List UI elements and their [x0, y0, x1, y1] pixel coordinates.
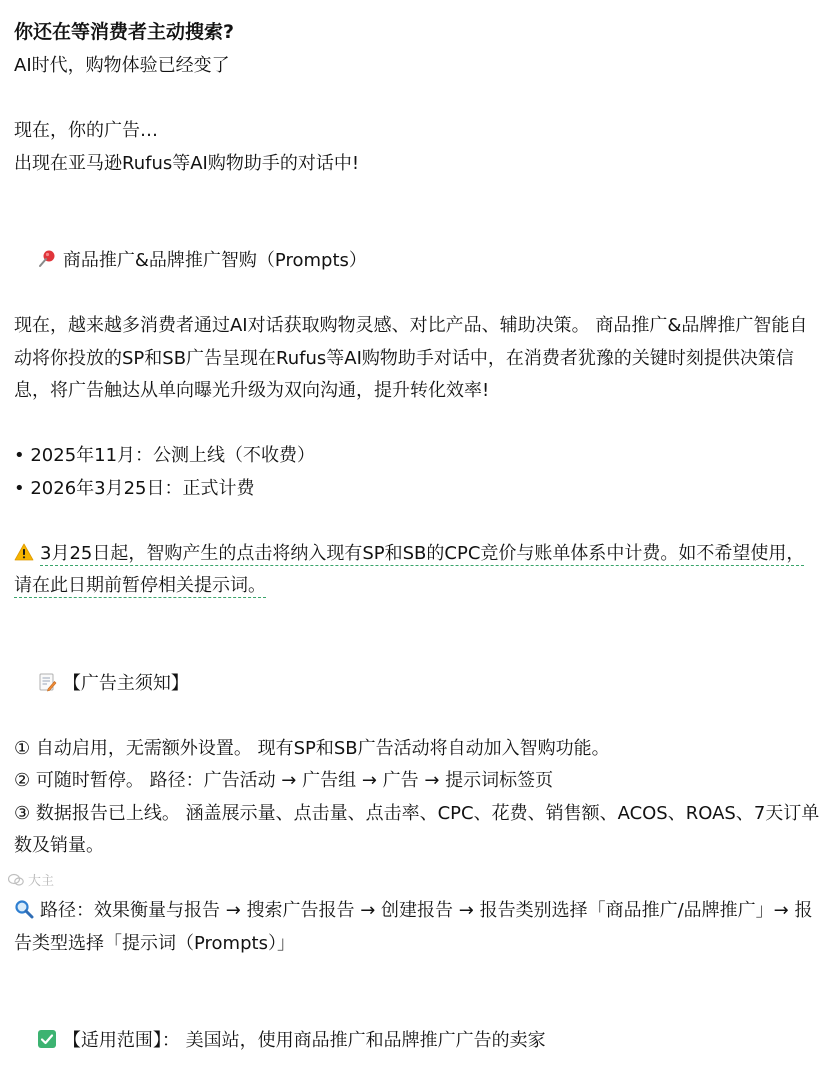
scope-line	[14, 993, 820, 1090]
notice-heading: 【广告主须知】	[63, 673, 189, 694]
blank-line	[14, 83, 820, 116]
watermark-text: 大主	[28, 870, 54, 889]
green-check-icon	[37, 1029, 57, 1049]
article-title: 你还在等消费者主动搜索?	[14, 17, 820, 47]
blank-line	[14, 180, 820, 213]
path-text: 路径：效果衡量与报告 → 搜索广告报告 → 创建报告 → 报告类别选择「商品推广/品牌推广」→ 报告类型选择「提示词（Prompts）」	[14, 900, 812, 954]
pushpin-icon	[37, 249, 57, 269]
magnifier-icon	[14, 899, 34, 919]
notice-item-1: ① 自动启用，无需额外设置。 现有SP和SB广告活动将自动加入智购功能。	[14, 733, 820, 766]
blank-line	[14, 505, 820, 538]
timeline-item-2: • 2026年3月25日：正式计费	[14, 473, 820, 506]
notice-item-2: ② 可随时暂停。 路径：广告活动 → 广告组 → 广告 → 提示词标签页	[14, 765, 820, 798]
blank-line	[14, 603, 820, 636]
article	[14, 17, 820, 1090]
section1-heading: 商品推广&品牌推广智购（Prompts）	[63, 250, 367, 271]
intro-line-2: 现在，你的广告…	[14, 115, 820, 148]
section1-heading-line	[14, 213, 820, 311]
notice-item-3: ③ 数据报告已上线。 涵盖展示量、点击量、点击率、CPC、花费、销售额、ACOS、ROAS、7天订单数及销量。	[14, 798, 820, 863]
warning-text: 3月25日起，智购产生的点击将纳入现有SP和SB的CPC竞价与账单体系中计费。如不希望使用，请在此日期前暂停相关提示词。	[14, 543, 804, 597]
timeline-item-1: • 2025年11月：公测上线（不收费）	[14, 440, 820, 473]
path-paragraph	[14, 895, 820, 960]
notice-heading-line	[14, 635, 820, 733]
memo-icon	[37, 672, 57, 692]
warning-icon	[14, 542, 34, 562]
blank-line	[14, 863, 820, 896]
blank-line	[14, 960, 820, 993]
section1-body: 现在，越来越多消费者通过AI对话获取购物灵感、对比产品、辅助决策。 商品推广&品牌推广智能自动将你投放的SP和SB广告呈现在Rufus等AI购物助手对话中，在消费者犹豫的关键时刻提供决策信息，将广告触达从单向曝光升级为双向沟通，提升转化效率!	[14, 310, 820, 408]
watermark-logo-icon	[8, 873, 24, 887]
intro-line-3: 出现在亚马逊Rufus等AI购物助手的对话中!	[14, 148, 820, 181]
intro-line-1: AI时代，购物体验已经变了	[14, 50, 820, 83]
scope-text: 【适用范围】： 美国站，使用商品推广和品牌推广广告的卖家	[63, 1030, 546, 1051]
warning-paragraph	[14, 538, 820, 603]
blank-line	[14, 408, 820, 441]
watermark	[8, 870, 54, 889]
